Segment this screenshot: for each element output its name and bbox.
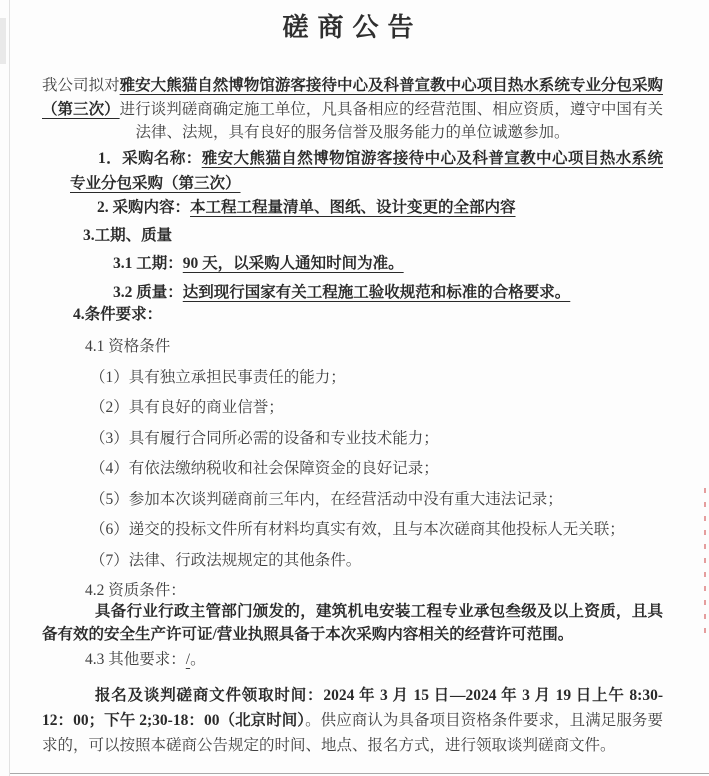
intro-project-name: 雅安大熊猫自然博物馆游客接待中心及科普宣教中心项目热水系统专业分包采购（第三次） [42,77,663,118]
qualification-item-3: （3）具有履行合同所必需的设备和专业技术能力； [90,429,439,447]
scan-edge-left-line [9,0,10,776]
section-4-3-value: / [185,651,191,668]
qualification-item-4: （4）有依法缴纳税收和社会保障资金的良好记录； [90,460,439,477]
qualification-item-7: （7）法律、行政法规规定的其他条件。 [90,551,362,569]
section-1-label: 1．采购名称： [98,149,202,167]
registration-time-label: 报名及谈判磋商文件领取时间： [95,687,324,704]
scan-edge-bottom-line [10,773,709,774]
section-1-procurement-name [70,146,663,197]
section-1-value: 雅安大熊猫自然博物馆游客接待中心及科普宣教中心项目热水系统专业分包采购（第三次） [70,149,663,192]
section-4-3-other-requirements [42,650,663,670]
registration-time-value: 2024 年 3 月 15 日—2024 年 3 月 19 日上午 8:30-12：00；下午 2;30-18：00（北京时间） [42,687,663,729]
registration-time-paragraph [42,683,663,758]
section-3-2-quality [42,283,663,303]
section-4-heading: 4.条件要求： [73,305,163,323]
section-3-2-label: 3.2 质量： [113,283,183,301]
page-title: 磋商公告 [282,13,423,42]
section-2-value: 本工程工程量清单、图纸、设计变更的全部内容 [190,198,516,216]
registration-time-rest: 。供应商认为具备项目资格条件要求，且满足服务要求的，可以按照本磋商公告规定的时间、地点、报名方式，进行领取谈判磋商文件。 [42,712,663,754]
section-3-1-duration [42,254,663,274]
qualification-item-6: （6）递交的投标文件所有材料均真实有效，且与本次磋商其他投标人无关联； [90,521,625,538]
section-2-procurement-content [42,198,663,218]
scan-artifact-left-smudge [0,18,6,64]
section-4-2-heading: 4.2 资质条件： [85,582,186,599]
section-4-3-suffix: 。 [190,651,206,668]
scan-artifact-red-marks [704,488,706,633]
section-3-2-value: 达到现行国家有关工程施工验收规范和标准的合格要求。 [182,283,571,301]
section-3-heading: 3.工期、质量 [83,226,173,244]
section-4-3-label: 4.3 其他要求： [85,651,186,668]
qualification-item-2: （2）具有良好的商业信誉； [90,399,284,416]
intro-suffix: 进行谈判磋商确定施工单位，凡具备相应的经营范围、相应资质，遵守中国有关法律、法规，具有良好的服务信誉及服务能力的单位诚邀参加。 [119,100,663,141]
section-3-1-label: 3.1 工期： [113,254,183,272]
qualification-item-5: （5）参加本次谈判磋商前三年内，在经营活动中没有重大违法记录； [90,490,563,508]
section-2-label: 2. 采购内容： [97,198,191,216]
section-3-1-value: 90 天，以采购人通知时间为准。 [182,254,404,272]
section-4-2-body: 具备行业行政主管部门颁发的，建筑机电安装工程专业承包叁级及以上资质，且具备有效的安全生产许可证/营业执照具备于本次采购内容相关的经营许可范围。 [42,603,663,643]
intro-prefix: 我公司拟对 [42,77,120,94]
section-4-1-heading: 4.1 资格条件 [85,337,171,355]
intro-paragraph [42,74,663,145]
qualification-item-1: （1）具有独立承担民事责任的能力； [90,368,346,386]
